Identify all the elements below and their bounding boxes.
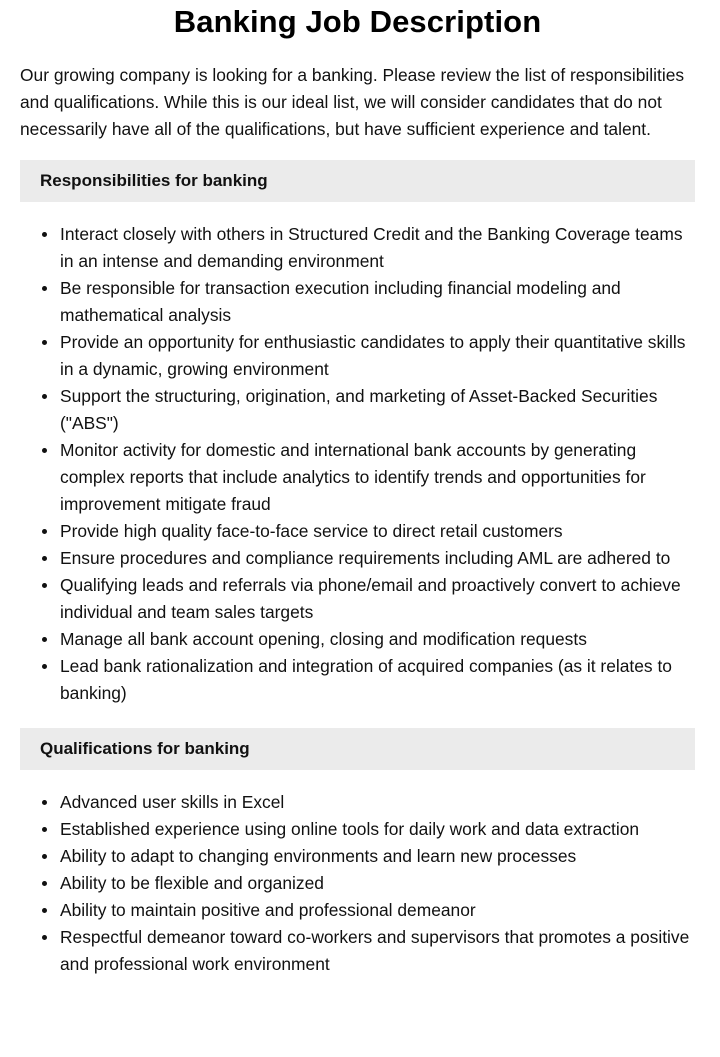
page-title: Banking Job Description (173, 4, 542, 39)
list-item (20, 843, 695, 870)
list-item (20, 924, 695, 978)
list-item (20, 653, 695, 707)
list-item-text: Support the structuring, origination, and marketing of Asset-Backed Securities ("ABS") (60, 386, 658, 433)
bullet-icon (42, 556, 47, 561)
bullet-icon (42, 935, 47, 940)
bullet-icon (42, 800, 47, 805)
bullet-icon (42, 529, 47, 534)
list-item (20, 329, 695, 383)
responsibilities-heading: Responsibilities for banking (40, 171, 268, 190)
list-item (20, 275, 695, 329)
bullet-icon (42, 286, 47, 291)
bullet-icon (42, 637, 47, 642)
list-item-text: Ability to adapt to changing environments and learn new processes (60, 846, 577, 866)
list-item (20, 626, 695, 653)
bullet-icon (42, 881, 47, 886)
list-item-text: Ability to be flexible and organized (60, 873, 324, 893)
qualifications-section-header (20, 728, 695, 770)
list-item-text: Provide high quality face-to-face service to direct retail customers (60, 521, 563, 541)
bullet-icon (42, 664, 47, 669)
list-item-text: Advanced user skills in Excel (60, 792, 285, 812)
bullet-icon (42, 583, 47, 588)
list-item (20, 897, 695, 924)
list-item (20, 816, 695, 843)
bullet-icon (42, 854, 47, 859)
list-item (20, 518, 695, 545)
list-item-text: Ability to maintain positive and professional demeanor (60, 900, 476, 920)
list-item-text: Respectful demeanor toward co-workers and supervisors that promotes a positive and professional work environment (60, 927, 690, 974)
list-item-text: Provide an opportunity for enthusiastic candidates to apply their quantitative skills in a dynamic, growing environment (60, 332, 686, 379)
bullet-icon (42, 232, 47, 237)
list-item-text: Monitor activity for domestic and international bank accounts by generating complex reports that include analytics to identify trends and opportunities for improvement mitigate fraud (60, 440, 646, 514)
list-item (20, 789, 695, 816)
bullet-icon (42, 827, 47, 832)
list-item (20, 572, 695, 626)
list-item-text: Be responsible for transaction execution including financial modeling and mathematical analysis (60, 278, 621, 325)
list-item (20, 437, 695, 518)
list-item (20, 870, 695, 897)
list-item-text: Manage all bank account opening, closing and modification requests (60, 629, 587, 649)
list-item-text: Established experience using online tools for daily work and data extraction (60, 819, 640, 839)
list-item-text: Lead bank rationalization and integration of acquired companies (as it relates to banking) (60, 656, 672, 703)
responsibilities-list (20, 221, 695, 707)
responsibilities-section-header (20, 160, 695, 202)
bullet-icon (42, 908, 47, 913)
list-item-text: Interact closely with others in Structured Credit and the Banking Coverage teams in an intense and demanding environment (60, 224, 683, 271)
qualifications-list (20, 789, 695, 978)
bullet-icon (42, 394, 47, 399)
bullet-icon (42, 448, 47, 453)
bullet-icon (42, 340, 47, 345)
qualifications-heading: Qualifications for banking (40, 739, 250, 758)
list-item-text: Qualifying leads and referrals via phone/email and proactively convert to achieve individual and team sales targets (60, 575, 681, 622)
intro-paragraph: Our growing company is looking for a banking. Please review the list of responsibilities and qualifications. While this is our ideal list, we will consider candidates that do not necessarily have all of the qualifications, but have sufficient experience and talent. (20, 65, 685, 139)
list-item (20, 383, 695, 437)
list-item-text: Ensure procedures and compliance requirements including AML are adhered to (60, 548, 671, 568)
list-item (20, 545, 695, 572)
list-item (20, 221, 695, 275)
